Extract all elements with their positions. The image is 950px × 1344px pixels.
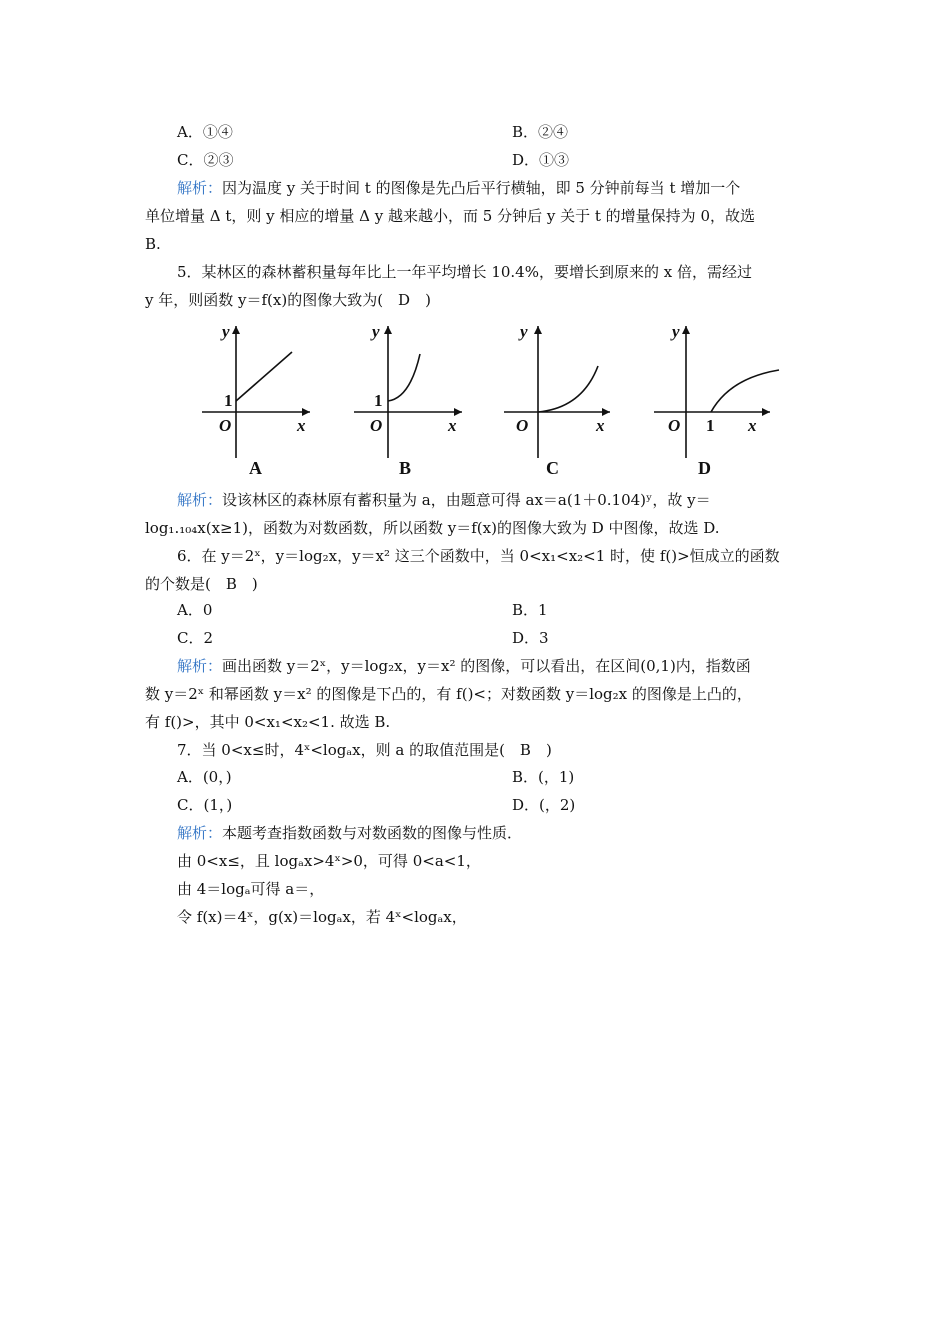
graph-a-x-label: x (297, 416, 306, 435)
q6-solution-label: 解析： (177, 657, 223, 675)
curve (538, 366, 598, 412)
graph-d-origin: O (668, 416, 681, 435)
y-axis-arrow (682, 326, 690, 334)
q7-solution-line-2: 由 0<x≤，且 logₐx>4ˣ>0，可得 0<a<1， (177, 852, 481, 870)
q4-solution-line-3: B. (145, 235, 161, 253)
curve (236, 352, 292, 401)
q6-solution-line-3: 有 f()>，其中 0<x₁<x₂<1. 故选 B. (145, 713, 391, 731)
q6-option-a: A．0 (177, 601, 213, 619)
q7-option-a: A．(0，) (177, 768, 232, 786)
graph-b (352, 318, 502, 488)
graph-d (652, 318, 802, 488)
q4-solution-text-1: 因为温度 y 关于时间 t 的图像是先凸后平行横轴，即 5 分钟前每当 t 增加一个 (222, 179, 741, 197)
graph-a (200, 318, 350, 488)
curve (711, 370, 779, 412)
q4-solution-line-1 (177, 178, 740, 198)
q7-solution-line-4: 令 f(x)＝4ˣ，g(x)＝logₐx，若 4ˣ<logₐx， (177, 908, 467, 926)
q6-option-c: C．2 (177, 629, 214, 647)
x-axis-arrow (602, 408, 610, 416)
q4-option-b: B．②④ (512, 123, 569, 141)
q7-solution-line-1 (177, 823, 522, 843)
q5-stem-line-1: 5．某林区的森林蓄积量每年比上一年平均增长 10.4%，要增长到原来的 x 倍，需经过 (177, 263, 752, 281)
q5-graph-choices (200, 318, 800, 488)
graph-c-plot (502, 318, 652, 488)
graph-d-plot (652, 318, 802, 488)
q7-stem: 7．当 0<x≤时，4ˣ<logₐx，则 a 的取值范围是( B ) (177, 741, 552, 759)
q7-solution-line-3: 由 4＝logₐ可得 a＝， (177, 880, 325, 898)
graph-a-plot (200, 318, 350, 488)
q4-option-a: A．①④ (177, 123, 233, 141)
q4-option-d: D．①③ (512, 151, 570, 169)
q6-solution-line-2: 数 y＝2ˣ 和幂函数 y＝x² 的图像是下凸的，有 f()<；对数函数 y＝log₂x 的图像是上凸的， (145, 685, 752, 703)
graph-b-mark: 1 (374, 391, 383, 410)
graph-c-x-label: x (596, 416, 605, 435)
q6-solution-text-1: 画出函数 y＝2ˣ，y＝log₂x，y＝x² 的图像，可以看出，在区间(0,1)内，指数函 (222, 657, 751, 675)
q5-solution-line-2: log₁.₁₀₄x(x≥1)，函数为对数函数，所以函数 y＝f(x)的图像大致为 D 中图像，故选 D. (145, 519, 720, 537)
graph-a-y-label: y (222, 322, 230, 341)
q6-stem-line-2: 的个数是( B ) (145, 575, 258, 593)
graph-a-caption: A (249, 458, 262, 478)
graph-b-caption: B (399, 458, 412, 478)
q4-solution-line-2: 单位增量 Δ t，则 y 相应的增量 Δ y 越来越小，而 5 分钟后 y 关于 t 的增量保持为 0，故选 (145, 207, 755, 225)
q7-solution-text-1: 本题考查指数函数与对数函数的图像与性质． (222, 824, 523, 842)
q4-solution-label: 解析： (177, 179, 223, 197)
graph-b-x-label: x (448, 416, 457, 435)
q4-option-c: C．②③ (177, 151, 234, 169)
x-axis-arrow (762, 408, 770, 416)
graph-d-x-label: x (748, 416, 757, 435)
q7-solution-label: 解析： (177, 824, 223, 842)
graph-a-origin: O (219, 416, 232, 435)
graph-c-caption: C (546, 458, 559, 478)
q7-option-b: B．(，1) (512, 768, 575, 786)
graph-b-y-label: y (372, 322, 380, 341)
graph-c-origin: O (516, 416, 529, 435)
x-axis-arrow (454, 408, 462, 416)
y-axis-arrow (384, 326, 392, 334)
q6-option-b: B．1 (512, 601, 548, 619)
q5-solution-text-1: 设该林区的森林原有蓄积量为 a，由题意可得 ax＝a(1＋0.104)ʸ，故 y＝ (222, 491, 711, 509)
x-axis-arrow (302, 408, 310, 416)
y-axis-arrow (534, 326, 542, 334)
graph-b-origin: O (370, 416, 383, 435)
q5-solution-line-1 (177, 490, 711, 510)
q7-option-d: D．(，2) (512, 796, 576, 814)
q5-solution-label: 解析： (177, 491, 223, 509)
graph-d-caption: D (698, 458, 711, 478)
curve (388, 354, 420, 401)
graph-c-y-label: y (520, 322, 528, 341)
q6-solution-line-1 (177, 656, 751, 676)
q5-stem-line-2: y 年，则函数 y＝f(x)的图像大致为( D ) (145, 291, 431, 309)
q6-option-d: D．3 (512, 629, 549, 647)
graph-c (502, 318, 652, 488)
q6-stem-line-1: 6．在 y＝2ˣ，y＝log₂x，y＝x² 这三个函数中，当 0<x₁<x₂<1 时，使 f()>恒成立的函数 (177, 547, 780, 565)
q7-option-c: C．(1，) (177, 796, 233, 814)
graph-d-y-label: y (672, 322, 680, 341)
y-axis-arrow (232, 326, 240, 334)
graph-d-mark: 1 (706, 416, 715, 435)
graph-a-mark: 1 (224, 391, 233, 410)
